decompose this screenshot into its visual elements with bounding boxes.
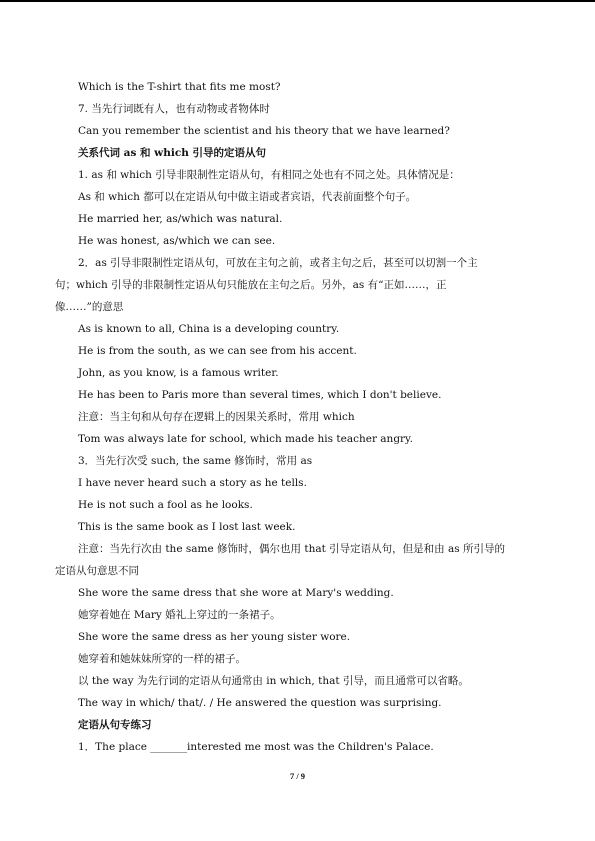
text-line: As 和 which 都可以在定语从句中做主语或者宾语，代表前面整个句子。	[78, 191, 417, 203]
text-line: 注意：当主句和从句存在逻辑上的因果关系时，常用 which	[78, 411, 355, 423]
text-line: 她穿着她在 Mary 婚礼上穿过的一条裙子。	[78, 609, 281, 621]
text-line: 2．as 引导非限制性定语从句，可放在主句之前，或者主句之后，甚至可以切割一个主	[78, 257, 478, 269]
text-line: He married her, as/which was natural.	[78, 213, 283, 225]
text-line: Tom was always late for school, which made his teacher angry.	[78, 433, 413, 445]
text-line: She wore the same dress as her young sister wore.	[78, 631, 351, 643]
text-line: I have never heard such a story as he tells.	[78, 477, 307, 489]
text-line: This is the same book as I lost last week.	[78, 521, 296, 533]
text-line: 1. as 和 which 引导非限制性定语从句，有相同之处也有不同之处。具体情况是：	[78, 169, 460, 181]
text-line: 定语从句意思不同	[55, 565, 139, 577]
text-line: The way in which/ that/. / He answered the question was surprising.	[78, 697, 442, 709]
text-line: 7. 当先行词既有人，也有动物或者物体时	[78, 103, 270, 115]
text-line: 注意：当先行次由 the same 修饰时，偶尔也用 that 引导定语从句，但是和由 as 所引导的	[78, 543, 505, 555]
text-line: He has been to Paris more than several times, which I don't believe.	[78, 389, 442, 401]
section-heading: 定语从句专练习	[78, 719, 152, 731]
text-line: Which is the T-shirt that fits me most?	[78, 81, 281, 93]
text-line: 3．当先行次受 such, the same 修饰时，常用 as	[78, 455, 313, 467]
text-line: Can you remember the scientist and his theory that we have learned?	[78, 125, 450, 137]
text-line: 以 the way 为先行词的定语从句通常由 in which, that 引导，而且通常可以省略。	[78, 675, 469, 687]
text-line: 1．The place _______interested me most was the Children's Palace.	[78, 741, 434, 753]
text-line: John, as you know, is a famous writer.	[78, 367, 279, 379]
top-rule	[0, 0, 595, 2]
text-line: She wore the same dress that she wore at Mary's wedding.	[78, 587, 394, 599]
section-heading: 关系代词 as 和 which 引导的定语从句	[78, 147, 267, 159]
text-line: 她穿着和她妹妹所穿的一样的裙子。	[78, 653, 246, 665]
text-line: 句；which 引导的非限制性定语从句只能放在主句之后。另外，as 有“正如……，正	[55, 279, 447, 291]
text-line: He was honest, as/which we can see.	[78, 235, 276, 247]
page-number: 7 / 9	[289, 771, 306, 781]
text-line: He is not such a fool as he looks.	[78, 499, 253, 511]
text-line: 像……”的意思	[55, 301, 124, 313]
text-line: As is known to all, China is a developing country.	[78, 323, 340, 335]
text-line: He is from the south, as we can see from his accent.	[78, 345, 357, 357]
